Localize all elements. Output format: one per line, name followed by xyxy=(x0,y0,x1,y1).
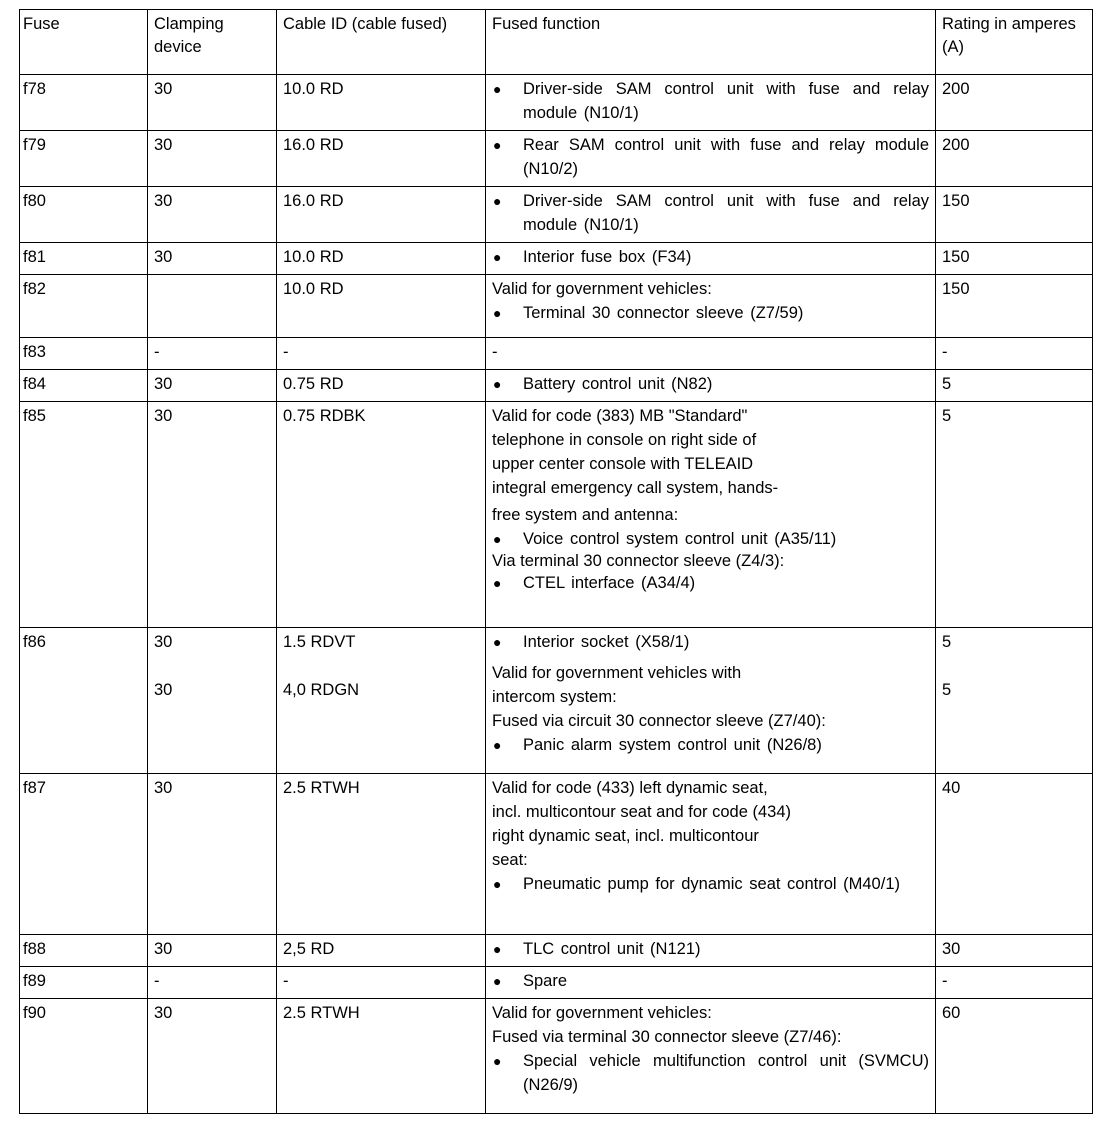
rating-cell xyxy=(936,628,1093,774)
cable-cell: 0.75 RDBK xyxy=(277,402,486,628)
cable-cell: 10.0 RD xyxy=(277,275,486,338)
bullet-item xyxy=(492,630,929,654)
function-cell xyxy=(486,628,936,774)
fuse-cell: f78 xyxy=(20,75,148,131)
cable-cell xyxy=(277,628,486,774)
function-cell xyxy=(486,967,936,999)
bullet-item xyxy=(492,571,929,595)
table-row xyxy=(20,402,1093,628)
bullet-text: Driver-side SAM control unit with fuse and relay module (N10/1) xyxy=(523,80,929,122)
cable-value: 1.5 RDVT xyxy=(283,633,356,651)
function-intro-line: Fused via circuit 30 connector sleeve (Z7/40): xyxy=(492,712,826,730)
bullet-text: Pneumatic pump for dynamic seat control (M40/1) xyxy=(523,875,900,893)
function-cell xyxy=(486,131,936,187)
function-cell xyxy=(486,370,936,402)
bullet-text: CTEL interface (A34/4) xyxy=(523,574,696,592)
bullet-text: Interior socket (X58/1) xyxy=(523,633,690,651)
bullet-item xyxy=(492,189,929,237)
bullet-item xyxy=(492,969,929,993)
function-intro-line: Valid for code (383) MB "Standard" xyxy=(492,407,748,425)
function-intro-line: Via terminal 30 connector sleeve (Z4/3): xyxy=(492,552,785,570)
bullet-icon: ● xyxy=(493,876,502,892)
rating-cell: 150 xyxy=(936,243,1093,275)
rating-cell: 5 xyxy=(936,370,1093,402)
header-fuse: Fuse xyxy=(20,10,148,75)
table-header-row xyxy=(20,10,1093,75)
cable-cell: - xyxy=(277,967,486,999)
function-cell xyxy=(486,935,936,967)
clamp-cell xyxy=(148,628,277,774)
function-intro-line: upper center console with TELEAID xyxy=(492,455,754,473)
function-cell xyxy=(486,774,936,935)
table-row xyxy=(20,774,1093,935)
bullet-item xyxy=(492,733,929,757)
table-row xyxy=(20,628,1093,774)
function-intro-line: free system and antenna: xyxy=(492,506,679,524)
rating-cell: - xyxy=(936,338,1093,370)
cable-cell: 10.0 RD xyxy=(277,243,486,275)
cable-cell: 16.0 RD xyxy=(277,131,486,187)
bullet-item xyxy=(492,245,929,269)
fuse-cell: f80 xyxy=(20,187,148,243)
bullet-item xyxy=(492,372,929,396)
cable-value: 4,0 RDGN xyxy=(283,681,360,699)
clamp-cell: 30 xyxy=(148,402,277,628)
bullet-item xyxy=(492,872,929,896)
bullet-icon: ● xyxy=(493,305,502,321)
function-intro-line: seat: xyxy=(492,851,528,869)
bullet-icon: ● xyxy=(493,81,502,97)
table-row xyxy=(20,243,1093,275)
header-clamping-device: Clamping device xyxy=(148,10,277,75)
clamp-cell: 30 xyxy=(148,187,277,243)
clamp-cell: 30 xyxy=(148,935,277,967)
clamp-cell: 30 xyxy=(148,774,277,935)
bullet-text: Spare xyxy=(523,972,568,990)
rating-cell: 40 xyxy=(936,774,1093,935)
bullet-icon: ● xyxy=(493,137,502,153)
bullet-item xyxy=(492,301,929,325)
table-row xyxy=(20,131,1093,187)
rating-cell: - xyxy=(936,967,1093,999)
table-row xyxy=(20,275,1093,338)
bullet-icon: ● xyxy=(493,376,502,392)
table-row xyxy=(20,75,1093,131)
fuse-table xyxy=(19,9,1093,1114)
bullet-text: TLC control unit (N121) xyxy=(523,940,701,958)
bullet-item xyxy=(492,1049,929,1097)
bullet-item xyxy=(492,527,929,551)
rating-cell: 200 xyxy=(936,131,1093,187)
bullet-text: Rear SAM control unit with fuse and relay module (N10/2) xyxy=(523,136,929,178)
clamp-cell: 30 xyxy=(148,243,277,275)
cable-cell: - xyxy=(277,338,486,370)
cable-cell: 16.0 RD xyxy=(277,187,486,243)
function-cell xyxy=(486,75,936,131)
cable-cell: 0.75 RD xyxy=(277,370,486,402)
function-intro-line: right dynamic seat, incl. multicontour xyxy=(492,827,759,845)
function-intro-line: incl. multicontour seat and for code (434) xyxy=(492,803,791,821)
cable-cell: 2.5 RTWH xyxy=(277,999,486,1114)
bullet-icon: ● xyxy=(493,249,502,265)
header-cable-id: Cable ID (cable fused) xyxy=(277,10,486,75)
header-rating: Rating in amperes (A) xyxy=(936,10,1093,75)
rating-cell: 150 xyxy=(936,187,1093,243)
function-intro-line: Valid for code (433) left dynamic seat, xyxy=(492,779,768,797)
bullet-icon: ● xyxy=(493,634,502,650)
bullet-icon: ● xyxy=(493,531,502,547)
table-row xyxy=(20,999,1093,1114)
function-intro-line: Fused via terminal 30 connector sleeve (Z7/46): xyxy=(492,1028,842,1046)
clamp-cell: - xyxy=(148,338,277,370)
rating-value: 5 xyxy=(942,681,952,699)
function-intro-line: integral emergency call system, hands- xyxy=(492,479,779,497)
bullet-item xyxy=(492,133,929,181)
clamp-cell: 30 xyxy=(148,75,277,131)
table-row xyxy=(20,967,1093,999)
table-row xyxy=(20,338,1093,370)
clamp-cell: 30 xyxy=(148,370,277,402)
cable-cell: 2,5 RD xyxy=(277,935,486,967)
function-intro-line: telephone in console on right side of xyxy=(492,431,757,449)
bullet-icon: ● xyxy=(493,941,502,957)
clamp-cell: - xyxy=(148,967,277,999)
bullet-text: Battery control unit (N82) xyxy=(523,375,713,393)
fuse-cell: f79 xyxy=(20,131,148,187)
clamp-cell xyxy=(148,275,277,338)
fuse-cell: f89 xyxy=(20,967,148,999)
bullet-text: Voice control system control unit (A35/11) xyxy=(523,530,837,548)
function-intro-line: Valid for government vehicles: xyxy=(492,1004,712,1022)
fuse-cell: f88 xyxy=(20,935,148,967)
bullet-text: Panic alarm system control unit (N26/8) xyxy=(523,736,822,754)
clamp-cell: 30 xyxy=(148,131,277,187)
fuse-cell: f87 xyxy=(20,774,148,935)
table-row xyxy=(20,935,1093,967)
fuse-cell: f81 xyxy=(20,243,148,275)
bullet-icon: ● xyxy=(493,193,502,209)
table-row xyxy=(20,370,1093,402)
fuse-cell: f85 xyxy=(20,402,148,628)
cable-cell: 2.5 RTWH xyxy=(277,774,486,935)
bullet-text: Special vehicle multifunction control unit (SVMCU) (N26/9) xyxy=(523,1052,929,1094)
header-fused-function: Fused function xyxy=(486,10,936,75)
rating-cell: 200 xyxy=(936,75,1093,131)
bullet-icon: ● xyxy=(493,737,502,753)
function-intro-line: intercom system: xyxy=(492,688,617,706)
fuse-cell: f90 xyxy=(20,999,148,1114)
fuse-cell: f82 xyxy=(20,275,148,338)
bullet-icon: ● xyxy=(493,973,502,989)
bullet-item xyxy=(492,937,929,961)
function-cell xyxy=(486,275,936,338)
function-cell xyxy=(486,243,936,275)
fuse-cell: f83 xyxy=(20,338,148,370)
cable-cell: 10.0 RD xyxy=(277,75,486,131)
bullet-icon: ● xyxy=(493,575,502,591)
fuse-cell: f84 xyxy=(20,370,148,402)
table-row xyxy=(20,187,1093,243)
clamp-cell: 30 xyxy=(148,999,277,1114)
clamp-value: 30 xyxy=(154,681,173,699)
bullet-item xyxy=(492,77,929,125)
bullet-icon: ● xyxy=(493,1053,502,1069)
rating-cell: 30 xyxy=(936,935,1093,967)
function-intro: Valid for government vehicles: xyxy=(492,280,712,298)
bullet-text: Terminal 30 connector sleeve (Z7/59) xyxy=(523,304,804,322)
function-intro-line: Valid for government vehicles with xyxy=(492,664,742,682)
fuse-cell: f86 xyxy=(20,628,148,774)
bullet-text: Driver-side SAM control unit with fuse and relay module (N10/1) xyxy=(523,192,929,234)
rating-cell: 150 xyxy=(936,275,1093,338)
function-cell xyxy=(486,999,936,1114)
rating-value: 5 xyxy=(942,633,952,651)
bullet-text: Interior fuse box (F34) xyxy=(523,248,692,266)
function-cell xyxy=(486,187,936,243)
rating-cell: 5 xyxy=(936,402,1093,628)
clamp-value: 30 xyxy=(154,633,173,651)
function-cell xyxy=(486,402,936,628)
function-cell: - xyxy=(486,338,936,370)
rating-cell: 60 xyxy=(936,999,1093,1114)
